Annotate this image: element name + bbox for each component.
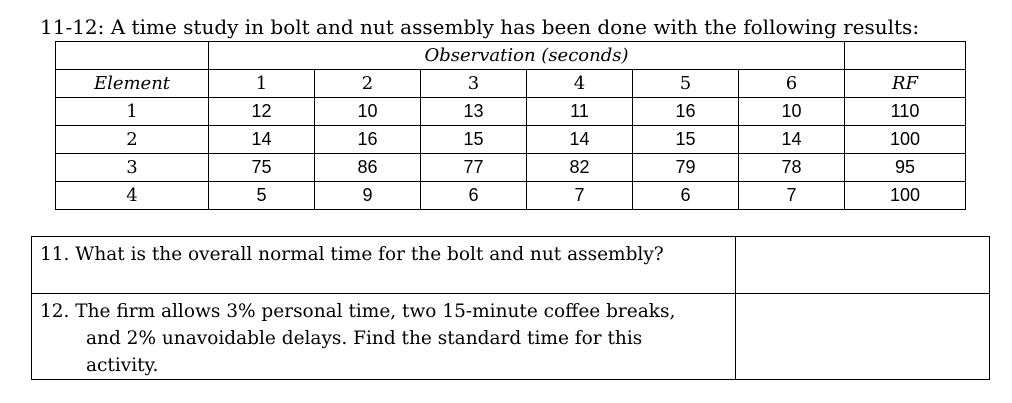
observation-header: 3	[421, 70, 527, 98]
question-row-12	[32, 294, 990, 380]
rf-cell: 110	[845, 98, 966, 126]
question-12-text	[32, 294, 735, 379]
observation-cell: 16	[633, 98, 739, 126]
observation-cell: 11	[527, 98, 633, 126]
blank-corner-cell	[56, 42, 209, 70]
observation-cell: 16	[315, 126, 421, 154]
time-study-table	[55, 41, 966, 210]
element-cell: 3	[56, 154, 209, 182]
observation-group-header: Observation (seconds)	[209, 42, 845, 70]
question-12-line: and 2% unavoidable delays. Find the standard time for this	[86, 328, 643, 349]
question-row-11	[32, 237, 990, 294]
table-row	[56, 126, 966, 154]
rf-cell: 100	[845, 126, 966, 154]
observation-cell: 79	[633, 154, 739, 182]
observation-cell: 15	[633, 126, 739, 154]
question-12-line: 12. The firm allows 3% personal time, two 15-minute coffee breaks,	[40, 301, 676, 322]
observation-cell: 5	[209, 182, 315, 210]
observation-cell: 77	[421, 154, 527, 182]
observation-cell: 10	[315, 98, 421, 126]
observation-header: 4	[527, 70, 633, 98]
problem-heading: 11-12: A time study in bolt and nut assembly has been done with the following results:	[40, 15, 920, 39]
observation-cell: 9	[315, 182, 421, 210]
table-row	[56, 98, 966, 126]
rf-header: RF	[845, 70, 966, 98]
blank-rf-group-cell	[845, 42, 966, 70]
observation-cell: 78	[739, 154, 845, 182]
observation-cell: 14	[739, 126, 845, 154]
observation-cell: 15	[421, 126, 527, 154]
observation-cell: 7	[527, 182, 633, 210]
observation-cell: 14	[209, 126, 315, 154]
table-header-row	[56, 70, 966, 98]
table-group-header-row	[56, 42, 966, 70]
answer-box-11[interactable]	[736, 237, 990, 294]
observation-cell: 82	[527, 154, 633, 182]
table-row	[56, 154, 966, 182]
observation-header: 2	[315, 70, 421, 98]
observation-header: 1	[209, 70, 315, 98]
question-12-line: activity.	[86, 355, 159, 376]
observation-header: 5	[633, 70, 739, 98]
rf-cell: 100	[845, 182, 966, 210]
observation-cell: 13	[421, 98, 527, 126]
element-header: Element	[56, 70, 209, 98]
observation-cell: 75	[209, 154, 315, 182]
element-cell: 1	[56, 98, 209, 126]
observation-cell: 86	[315, 154, 421, 182]
observation-cell: 6	[633, 182, 739, 210]
element-cell: 4	[56, 182, 209, 210]
observation-cell: 6	[421, 182, 527, 210]
table-row	[56, 182, 966, 210]
questions-table	[31, 236, 990, 380]
observation-cell: 12	[209, 98, 315, 126]
answer-box-12[interactable]	[736, 294, 990, 380]
observation-cell: 7	[739, 182, 845, 210]
rf-cell: 95	[845, 154, 966, 182]
observation-cell: 14	[527, 126, 633, 154]
observation-header: 6	[739, 70, 845, 98]
question-11-text: 11. What is the overall normal time for the bolt and nut assembly?	[40, 244, 664, 265]
element-cell: 2	[56, 126, 209, 154]
observation-cell: 10	[739, 98, 845, 126]
